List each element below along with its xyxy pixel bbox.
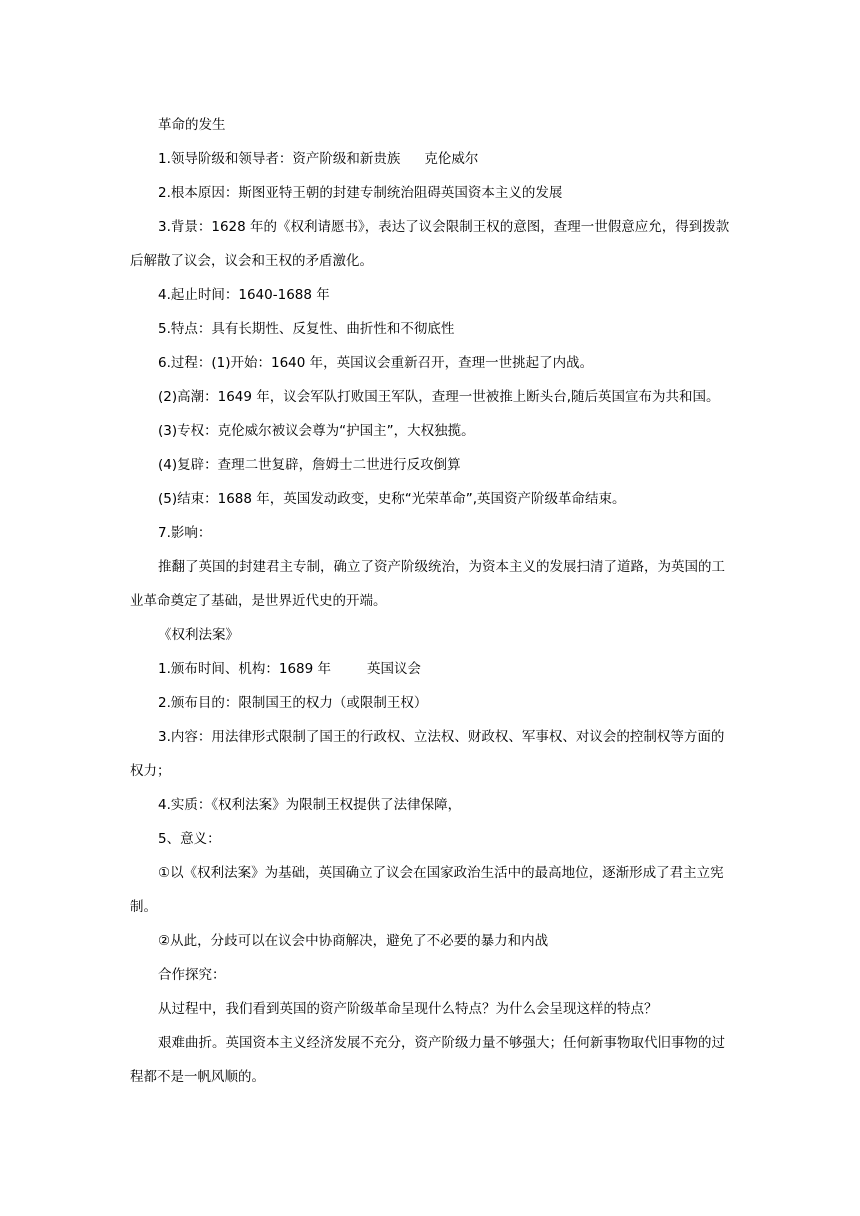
paragraph-question xyxy=(130,992,735,1026)
paragraph-features xyxy=(130,312,735,346)
paragraph-text: (4)复辟：查理二世复辟，詹姆士二世进行反攻倒算 xyxy=(158,457,461,473)
paragraph-text: (3)专权：克伦威尔被议会尊为“护国主”，大权独揽。 xyxy=(158,423,475,439)
paragraph-text: 1.颁布时间、机构：1689 年 xyxy=(158,661,332,677)
paragraph-significance-heading xyxy=(130,822,735,856)
paragraph-text: 2.根本原因：斯图亚特王朝的封建专制统治阻碍英国资本主义的发展 xyxy=(158,185,563,201)
paragraph-background xyxy=(130,210,735,278)
paragraph-process-dictatorship xyxy=(130,414,735,448)
paragraph-text: ②从此，分歧可以在议会中协商解决，避免了不必要的暴力和内战 xyxy=(158,933,549,949)
paragraph-text: 7.影响： xyxy=(158,525,212,541)
paragraph-tail: 克伦威尔 xyxy=(424,151,479,167)
document-body xyxy=(130,108,735,1094)
paragraph-cooperation-heading xyxy=(130,958,735,992)
paragraph-leaders xyxy=(130,142,735,176)
paragraph-process-restoration xyxy=(130,448,735,482)
paragraph-text: 艰难曲折。英国资本主义经济发展不充分，资产阶级力量不够强大；任何新事物取代旧事物的过程都不是一帆风顺的。 xyxy=(130,1035,725,1085)
paragraph-root-cause xyxy=(130,176,735,210)
paragraph-essence xyxy=(130,788,735,822)
paragraph-timespan xyxy=(130,278,735,312)
paragraph-text: 2.颁布目的：限制国王的权力（或限制王权） xyxy=(158,695,428,711)
paragraph-process-end xyxy=(130,482,735,516)
paragraph-text: 推翻了英国的封建君主专制，确立了资产阶级统治，为资本主义的发展扫清了道路，为英国的工业革命奠定了基础，是世界近代史的开端。 xyxy=(130,559,725,609)
paragraph-text: 3.内容：用法律形式限制了国王的行政权、立法权、财政权、军事权、对议会的控制权等方面的权力； xyxy=(130,729,725,779)
paragraph-influence xyxy=(130,550,735,618)
paragraph-tail: 英国议会 xyxy=(367,661,422,677)
paragraph-text: 5、意义： xyxy=(158,831,221,847)
paragraph-text: (5)结束：1688 年，英国发动政变，史称“光荣革命”,英国资产阶级革命结束。 xyxy=(158,491,626,507)
paragraph-influence-heading xyxy=(130,516,735,550)
paragraph-text: ①以《权利法案》为基础，英国确立了议会在国家政治生活中的最高地位，逐渐形成了君主立宪制。 xyxy=(130,865,724,915)
paragraph-process-start xyxy=(130,346,735,380)
section-heading-bill-of-rights xyxy=(130,618,735,652)
paragraph-significance-2 xyxy=(130,924,735,958)
paragraph-text: (2)高潮：1649 年，议会军队打败国王军队，查理一世被推上断头台,随后英国宣布为共和国。 xyxy=(158,389,720,405)
paragraph-significance-1 xyxy=(130,856,735,924)
paragraph-answer xyxy=(130,1026,735,1094)
paragraph-text: 4.实质：《权利法案》为限制王权提供了法律保障， xyxy=(158,797,462,813)
paragraph-process-climax xyxy=(130,380,735,414)
paragraph-content xyxy=(130,720,735,788)
section-heading-revolution xyxy=(130,108,735,142)
paragraph-text: 《权利法案》 xyxy=(158,627,239,643)
paragraph-text: 6.过程：(1)开始：1640 年，英国议会重新召开，查理一世挑起了内战。 xyxy=(158,355,594,371)
paragraph-text: 3.背景：1628 年的《权利请愿书》，表达了议会限制王权的意图，查理一世假意应允，得到拨款后解散了议会，议会和王权的矛盾激化。 xyxy=(130,219,730,269)
paragraph-issue-time xyxy=(130,652,735,686)
paragraph-text: 5.特点：具有长期性、反复性、曲折性和不彻底性 xyxy=(158,321,455,337)
paragraph-text: 从过程中，我们看到英国的资产阶级革命呈现什么特点？为什么会呈现这样的特点？ xyxy=(158,1001,658,1017)
paragraph-text: 1.领导阶级和领导者：资产阶级和新贵族 xyxy=(158,151,401,167)
paragraph-text: 革命的发生 xyxy=(158,117,226,133)
paragraph-text: 合作探究： xyxy=(158,967,226,983)
paragraph-issue-purpose xyxy=(130,686,735,720)
paragraph-text: 4.起止时间：1640-1688 年 xyxy=(158,287,330,303)
